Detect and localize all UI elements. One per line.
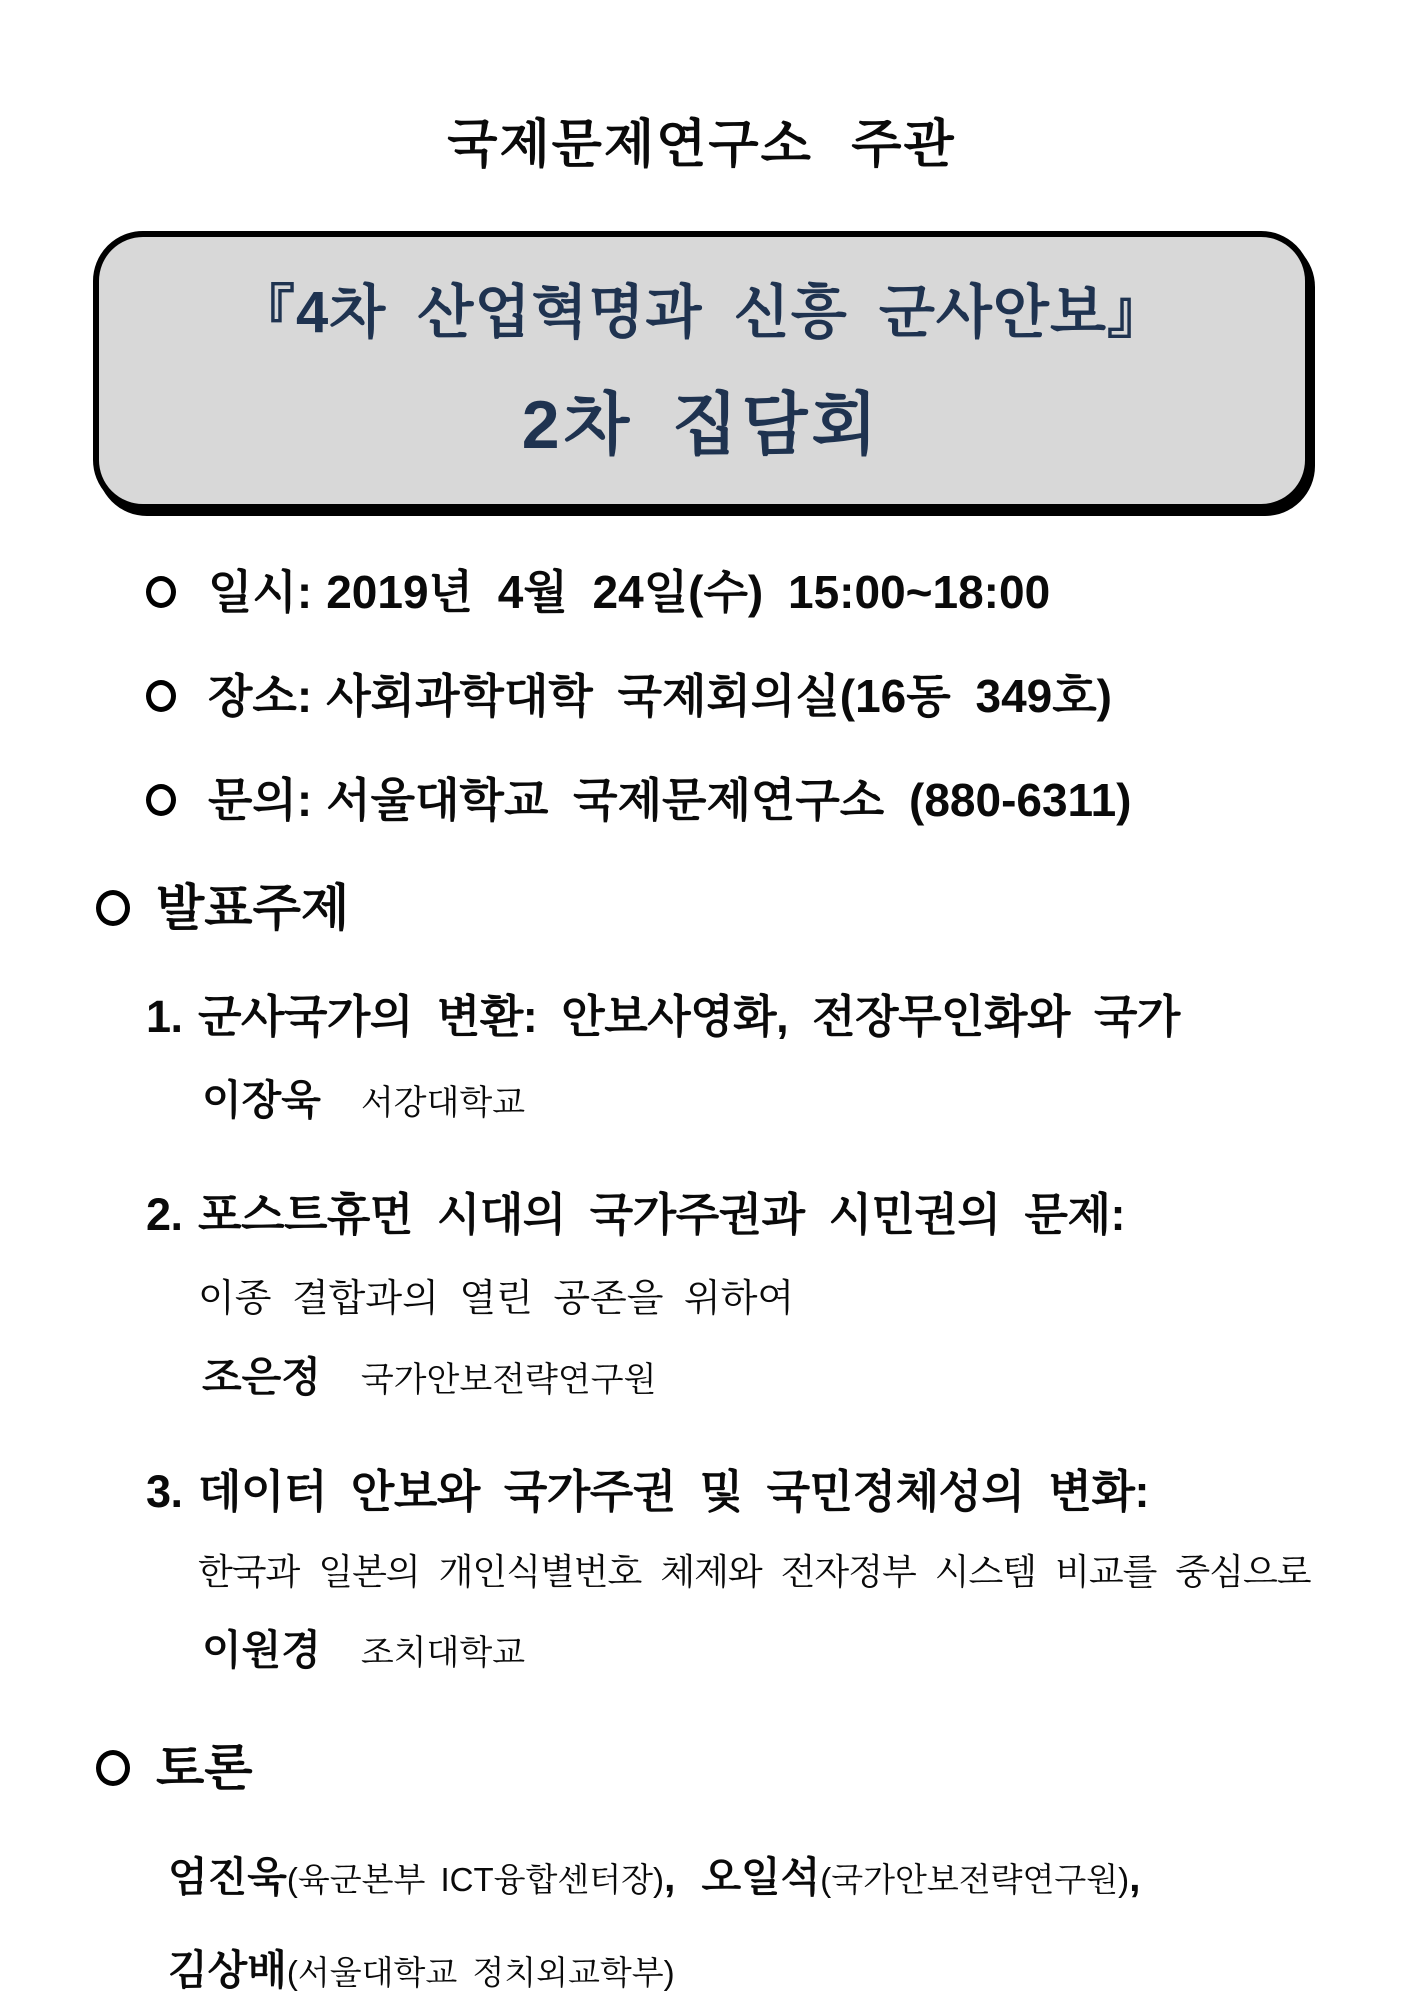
event-title-line1: 『4차 산업혁명과 신흥 군사안보』 [237, 280, 1166, 345]
info-row-datetime [146, 556, 1343, 622]
info-value: 서울대학교 국제문제연구소 (880-6311) [326, 774, 1132, 826]
discussant-name: 김상배 [168, 1947, 287, 1993]
discussants-line-2 [168, 1937, 1343, 1996]
discussion-heading-label: 토론 [156, 1740, 253, 1796]
topic-title: 포스트휴먼 시대의 국가주권과 시민권의 문제: [198, 1189, 1125, 1240]
discussion-section-heading [60, 1728, 1343, 1800]
circle-bullet-icon [146, 576, 176, 608]
discussant-name: 오일석 [701, 1854, 821, 1900]
discussant-separator: , [1129, 1854, 1141, 1900]
topic-item-3 [146, 1455, 1343, 1676]
topic-presenter-row [146, 1617, 1343, 1676]
presenter-name: 이장욱 [202, 1077, 321, 1123]
event-info-list [60, 556, 1343, 830]
discussant-affiliation: (육군본부 ICT융합센터장) [286, 1861, 665, 1898]
topics-section-heading [60, 868, 1343, 940]
circle-bullet-icon [146, 784, 176, 816]
discussion-body [60, 1844, 1343, 1996]
topic-title: 데이터 안보와 국가주권 및 국민정체성의 변화: [198, 1466, 1149, 1517]
organizer-title: 국제문제연구소 주관 [447, 116, 956, 174]
topic-item-2 [146, 1178, 1343, 1403]
topics-heading-label: 발표주제 [156, 880, 350, 936]
discussant-separator: , [664, 1854, 676, 1900]
topic-number: 1. [146, 991, 183, 1042]
info-label: 일시: [208, 566, 313, 618]
circle-bullet-icon [146, 680, 176, 712]
event-title-box [93, 231, 1311, 510]
presenter-name: 이원경 [202, 1627, 321, 1673]
discussant-affiliation: (서울대학교 정치외교학부) [286, 1954, 675, 1991]
topic-presenter-row [146, 1344, 1343, 1403]
topics-list [60, 980, 1343, 1676]
info-row-contact [146, 764, 1343, 830]
circle-bullet-icon [96, 890, 130, 926]
topic-presenter-row [146, 1067, 1343, 1126]
topic-number: 3. [146, 1466, 183, 1517]
presenter-affiliation: 서강대학교 [360, 1084, 526, 1122]
topic-title: 군사국가의 변환: 안보사영화, 전장무인화와 국가 [198, 991, 1180, 1042]
info-label: 장소: [208, 670, 313, 722]
topic-title-row [146, 980, 1343, 1045]
topic-title-row [146, 1178, 1343, 1243]
discussant-name: 엄진욱 [168, 1854, 287, 1900]
info-value: 2019년 4월 24일(수) 15:00~18:00 [326, 566, 1051, 618]
info-row-location [146, 660, 1343, 726]
info-value: 사회과학대학 국제회의실(16동 349호) [326, 670, 1112, 722]
topic-subtitle: 한국과 일본의 개인식별번호 체제와 전자정부 시스템 비교를 중심으로 [198, 1551, 1311, 1592]
presenter-affiliation: 조치대학교 [360, 1634, 526, 1672]
discussants-line-1 [168, 1844, 1343, 1903]
topic-number: 2. [146, 1189, 183, 1240]
topic-item-1 [146, 980, 1343, 1126]
topic-title-row [146, 1455, 1343, 1520]
circle-bullet-icon [96, 1750, 130, 1786]
info-label: 문의: [208, 774, 313, 826]
topic-subtitle: 이종 결합과의 열린 공존을 위하여 [198, 1278, 795, 1320]
presenter-name: 조은정 [202, 1354, 321, 1400]
discussant-affiliation: (국가안보전략연구원) [820, 1861, 1130, 1898]
event-title-line2: 2차 집담회 [521, 387, 882, 463]
presenter-affiliation: 국가안보전략연구원 [360, 1361, 657, 1399]
